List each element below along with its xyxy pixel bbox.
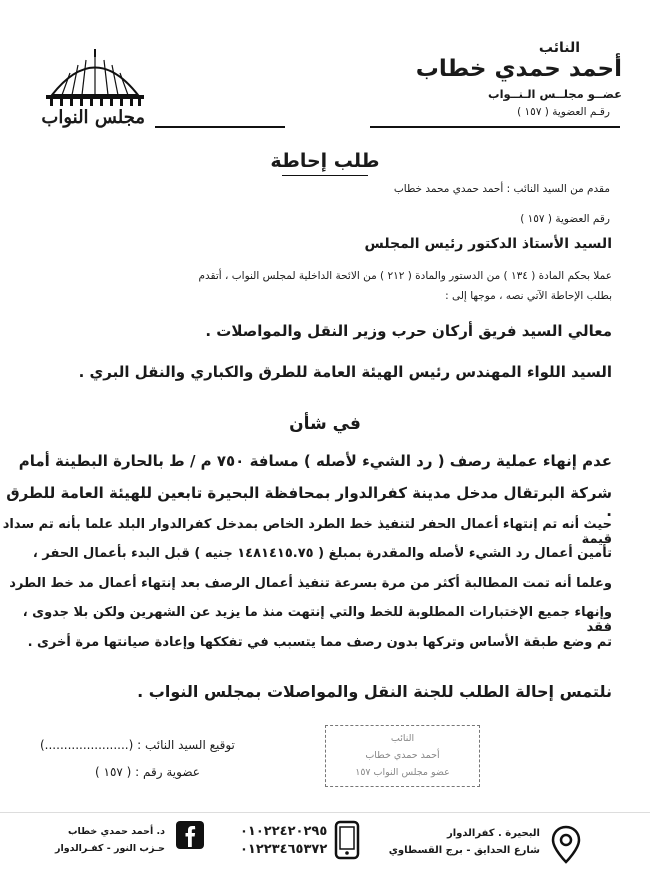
body-line-1: حيث أنه تم إنتهاء أعمال الحفر لتنفيذ خط الطرد الخاص بمدخل كفرالدوار البلد علما بأنه تم سداد قيمة [2, 517, 612, 547]
addressee: السيد الأستاذ الدكتور رئيس المجلس [364, 236, 612, 252]
footer-address-1: البحيرة . كفرالدوار [446, 828, 540, 839]
facebook-icon [175, 820, 205, 854]
subject-line-2: شركة البرتقال مدخل مدينة كفرالدوار بمحافظة البحيرة تابعين للهيئة العامة للطرق . [6, 484, 612, 520]
footer-phone-1: ٠١٠٢٢٤٢٠٢٩٥ [240, 824, 328, 839]
request-line: نلتمس إحالة الطلب للجنة النقل والمواصلات بمجلس النواب . [137, 682, 612, 701]
stamp-line-2: أحمد حمدي خطاب [365, 750, 440, 761]
footer-divider [0, 812, 650, 813]
recipient-authority: السيد اللواء المهندس رئيس الهيئة العامة للطرق والكباري والنقل البري . [78, 363, 612, 381]
submitted-by: مقدم من السيد النائب : أحمد حمدي محمد خطاب [393, 183, 610, 195]
intro-line-2: بطلب الإحاطة الآتي نصه ، موجها إلى : [445, 290, 612, 302]
header-rule-left [155, 126, 285, 128]
membership-line: رقم العضوية ( ١٥٧ ) [520, 213, 610, 225]
footer-fb-name: د. أحمد حمدي خطاب [68, 826, 165, 837]
recipient-minister: معالي السيد فريق أركان حرب وزير النقل والمواصلات . [205, 322, 612, 340]
body-line-2: تأمين أعمال رد الشيء لأصله والمقدرة بمبلغ ( ١٤٨١٤١٥.٧٥ جنيه ) قبل البدء بأعمال الحفر ، [32, 546, 612, 561]
subject-line-1: عدم إنهاء عملية رصف ( رد الشيء لأصله ) مسافة ٧٥٠ م / ط بالحارة البطينة أمام [18, 452, 612, 470]
official-stamp [325, 725, 480, 787]
body-line-5: تم وضع طبقة الأساس وتركها بدون رصف مما يتسبب في تفككها وإعادة صيانتها مرة أخرى . [27, 635, 612, 650]
header-name: أحمد حمدي خطاب [415, 56, 622, 82]
capitol-dome-icon [40, 45, 150, 107]
phone-icon [333, 820, 361, 864]
stamp-line-3: عضو مجلس النواب ١٥٧ [355, 767, 450, 778]
header-rule-right [370, 126, 620, 128]
logo-caption: مجلس النواب [41, 107, 145, 128]
stamp-line-1: النائب [390, 733, 415, 744]
signature-label: توقيع السيد النائب : (......................) [40, 738, 235, 752]
intro-line-1: عملا بحكم المادة ( ١٣٤ ) من الدستور والمادة ( ٢١٢ ) من الائحة الداخلية لمجلس النواب ، أتقدم [198, 270, 612, 282]
subject-heading: في شأن [289, 414, 361, 434]
header-role: النائب [538, 40, 580, 56]
footer-phone-2: ٠١٢٢٣٤٦٥٣٧٢ [240, 842, 328, 857]
header-subtitle: عضــو مجلــس الـنــواب [488, 87, 622, 101]
page-title: طلب إحاطة [270, 150, 380, 172]
title-underline [282, 175, 368, 176]
body-line-3: وعلما أنه تمت المطالبة أكثر من مرة بسرعة تنفيذ أعمال الرصف بعد إنتهاء أعمال مد خط الطرد [9, 576, 612, 591]
signature-membership: عضوية رقم : ( ١٥٧ ) [95, 765, 200, 779]
parliament-logo [40, 45, 150, 140]
footer-fb-party: حـزب النور - كفـرالدوار [54, 843, 165, 854]
footer-address-2: شارع الحدايق - برج القسطاوي [388, 845, 540, 856]
body-line-4: وإنهاء جميع الإختبارات المطلوبة للخط والتي إنتهت منذ ما يزيد عن الشهرين ولكن بلا جدوى ، فقد [22, 605, 612, 635]
location-pin-icon [551, 825, 581, 869]
header-membership: رقـم العضوية ( ١٥٧ ) [517, 106, 610, 118]
